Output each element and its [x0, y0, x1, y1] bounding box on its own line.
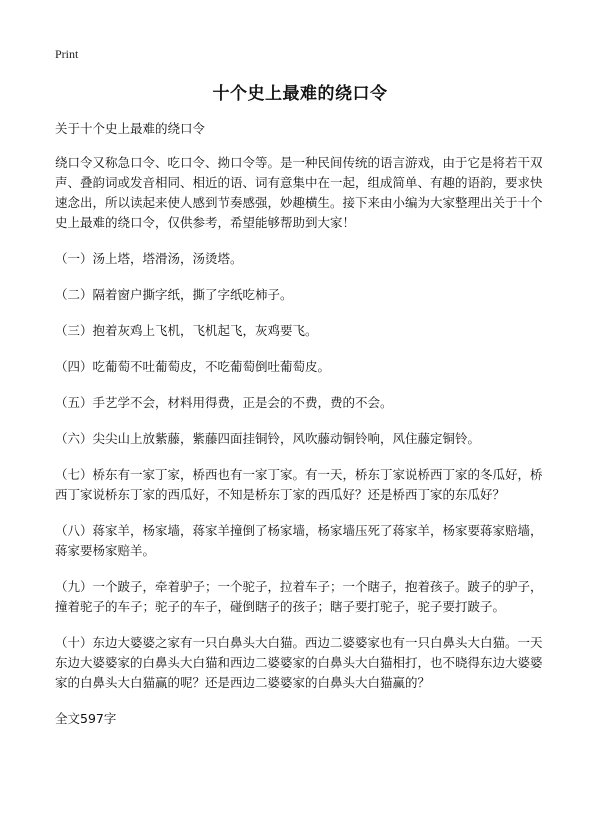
tongue-twister-item: （四）吃葡萄不吐葡萄皮，不吃葡萄倒吐葡萄皮。	[55, 359, 331, 374]
article-intro: 绕口令又称急口令、吃口令、拗口令等。是一种民间传统的语言游戏，由于它是将若干双声、叠韵词或发音相同、相近的语、词有意集中在一起，组成简单、有趣的语韵，要求快速念出，所以读起来使人感到节奏感强，妙趣横生。接下来由小编为大家整理出关于十个史上最难的绕口令，仅供参考，希望能够帮助到大家！	[55, 155, 543, 230]
tongue-twister-item: （三）抱着灰鸡上飞机，飞机起飞，灰鸡要飞。	[55, 323, 318, 338]
tongue-twister-item: （五）手艺学不会，材料用得费，正是会的不费，费的不会。	[55, 395, 393, 410]
tongue-twister-item: （二）隔着窗户撕字纸，撕了字纸吃柿子。	[55, 287, 293, 302]
tongue-twister-item: （一）汤上塔，塔滑汤，汤烫塔。	[55, 251, 243, 266]
tongue-twister-item: （六）尖尖山上放紫藤，紫藤四面挂铜铃，风吹藤动铜铃响，风住藤定铜铃。	[55, 431, 481, 446]
tongue-twister-item: （十）东边大婆婆之家有一只白鼻头大白猫。西边二婆婆家也有一只白鼻头大白猫。一天东边大婆婆家的白鼻头大白猫和西边二婆婆家的白鼻头大白猫相打，也不晓得东边大婆婆家的白鼻头大白猫赢的呢？还是西边二婆婆家的白鼻头大白猫赢的？	[55, 635, 543, 690]
page-title: 十个史上最难的绕口令	[212, 84, 388, 104]
tongue-twister-item: （七）桥东有一家丁家，桥西也有一家丁家。有一天，桥东丁家说桥西丁家的冬瓜好，桥西丁家说桥东丁家的西瓜好，不知是桥东丁家的西瓜好？还是桥西丁家的东瓜好？	[55, 467, 543, 502]
print-link[interactable]: Print	[55, 47, 79, 61]
tongue-twister-item: （九）一个跛子，牵着驴子；一个驼子，拉着车子；一个瞎子，抱着孩子。跛子的驴子，撞着驼子的车子；驼子的车子，碰倒瞎子的孩子；瞎子要打驼子，驼子要打跛子。	[55, 579, 543, 614]
article-subtitle: 关于十个史上最难的绕口令	[55, 121, 206, 136]
tongue-twister-item: （八）蒋家羊，杨家墙，蒋家羊撞倒了杨家墙，杨家墙压死了蒋家羊，杨家要蒋家赔墙，蒋家要杨家赔羊。	[55, 523, 543, 558]
word-count: 全文597字	[55, 711, 117, 726]
article-body	[55, 119, 550, 741]
